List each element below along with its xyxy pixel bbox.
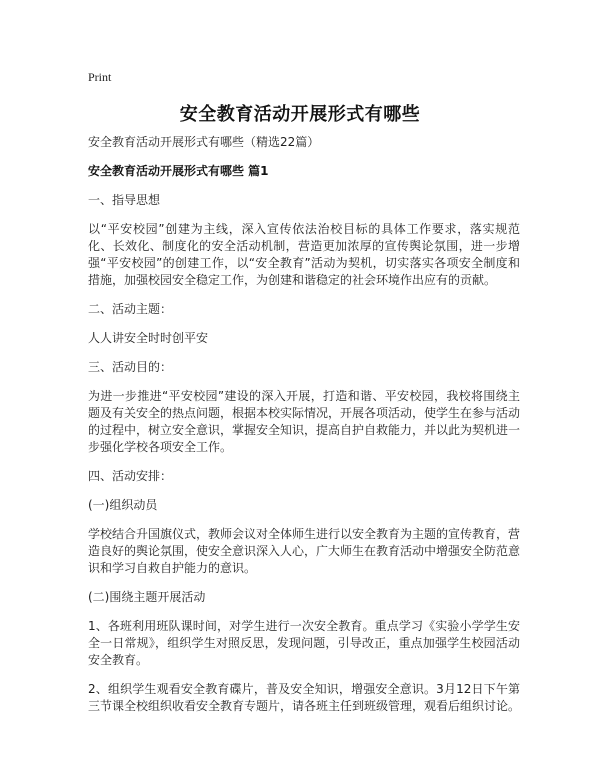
heading-guiding-ideology: 一、指导思想: [88, 193, 161, 207]
document-subtitle: 安全教育活动开展形式有哪些（精选22篇）: [88, 135, 320, 149]
paragraph-guiding-ideology: 以“平安校园”创建为主线，深入宣传依法治校目标的具体工作要求，落实规范化、长效化、制度化的安全活动机制，营造更加浓厚的宣传舆论氛围，进一步增强“平安校园”的创建工作，以“安全教育”活动为契机，切实落实各项安全制度和措施，加强校园安全稳定工作，为创建和谐稳定的社会环境作出应有的贡献。: [88, 222, 520, 287]
subheading-mobilization: (一)组织动员: [88, 498, 158, 512]
paragraph-item-2: 2、组织学生观看安全教育碟片，普及安全知识，增强安全意识。3月12日下午第三节课全校组织收看安全教育专题片，请各班主任到班级管理，观看后组织讨论。: [88, 682, 521, 713]
subheading-theme-activities: (二)围绕主题开展活动: [88, 590, 206, 604]
paragraph-activity-theme: 人人讲安全时时创平安: [88, 331, 209, 345]
paragraph-activity-purpose: 为进一步推进“平安校园”建设的深入开展，打造和谐、平安校园，我校将围绕主题及有关安全的热点问题，根据本校实际情况，开展各项活动，使学生在参与活动的过程中，树立安全意识，掌握安全知识，提高自护自救能力，并以此为契机进一步强化学校各项安全工作。: [88, 389, 521, 454]
heading-activity-arrangement: 四、活动安排：: [88, 469, 173, 483]
print-link[interactable]: Print: [88, 70, 112, 84]
page-title: 安全教育活动开展形式有哪些: [179, 104, 421, 125]
section-heading: 安全教育活动开展形式有哪些 篇1: [88, 164, 269, 178]
heading-activity-theme: 二、活动主题：: [88, 302, 173, 316]
paragraph-item-1: 1、各班利用班队课时间，对学生进行一次安全教育。重点学习《实验小学学生安全一日常规》，组织学生对照反思，发现问题，引导改正，重点加强学生校园活动安全教育。: [88, 619, 520, 667]
heading-activity-purpose: 三、活动目的：: [88, 360, 173, 374]
document-body: [88, 134, 520, 715]
paragraph-mobilization: 学校结合升国旗仪式，教师会议对全体师生进行以安全教育为主题的宣传教育，营造良好的舆论氛围，使安全意识深入人心，广大师生在教育活动中增强安全防范意识和学习自救自护能力的意识。: [88, 527, 521, 575]
